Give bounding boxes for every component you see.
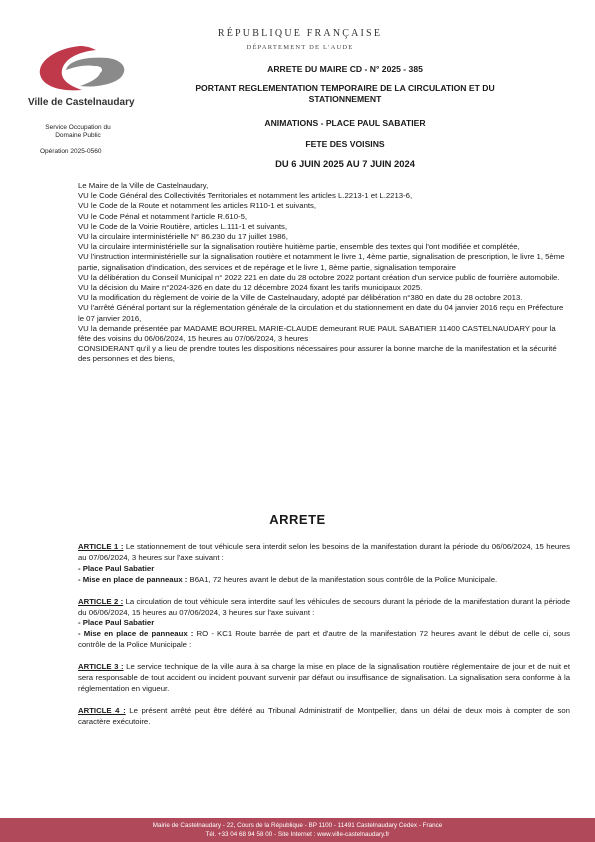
article-3: [78, 662, 570, 695]
article-place: - Place Paul Sabatier: [78, 563, 155, 573]
preamble-line: VU la circulaire interministérielle sur la signalisation routière huitième partie, ensemble des textes qui l'ont modifiée et complétée,: [78, 242, 520, 252]
decree-location: ANIMATIONS - PLACE PAUL SABATIER: [264, 118, 426, 128]
city-logo: [30, 40, 130, 96]
article-text: Le service technique de la ville aura à sa charge la mise en place de la signalisation routière réglementaire de jour et de nuit et sera responsable de tout accident ou incident pouvant survenir par défaut ou insuffisance de signalisation. La signalisation sera conforme à la réglementation en vigueur.: [78, 662, 570, 693]
preamble-considerant: CONSIDERANT qu'il y a lieu de prendre toutes les dispositions nécessaires pour assurer la bonne marche de la manifestation et la sécurité des personnes et des biens,: [78, 344, 557, 364]
decree-event: FETE DES VOISINS: [305, 139, 385, 149]
operation-number: Opération 2025-0560: [40, 148, 102, 155]
article-label: ARTICLE 1 :: [78, 542, 124, 551]
decree-number: ARRETE DU MAIRE CD - N° 2025 - 385: [267, 64, 423, 74]
preamble: [78, 181, 570, 365]
arrete-heading: ARRETE: [269, 512, 326, 527]
article-place: - Place Paul Sabatier: [78, 618, 155, 628]
preamble-line: VU la circulaire interministérielle N° 86.230 du 17 juillet 1986,: [78, 232, 288, 242]
preamble-line: VU la décision du Maire n°2024-326 en date du 12 décembre 2024 fixant les tarifs municipaux 2025.: [78, 283, 423, 293]
preamble-line: VU la modification du règlement de voirie de la Ville de Castelnaudary, adopté par délibération n°380 en date du 28 octobre 2013.: [78, 293, 523, 303]
preamble-line: VU la demande présentée par MADAME BOURREL MARIE-CLAUDE demeurant RUE PAUL SABATIER 11400 CASTELNAUDARY pour la fête des voisins du 06/06/2024, 15 heures au 07/06/2024, 3 heures: [78, 323, 556, 344]
preamble-line: VU la délibération du Conseil Municipal n° 2022 221 en date du 28 octobre 2022 portant création d'un service public de fourrière automobile.: [78, 272, 560, 282]
republic-heading: RÉPUBLIQUE FRANÇAISE: [217, 28, 383, 39]
preamble-line: VU le Code de la Route et notamment les articles R110-1 et suivants,: [78, 201, 317, 211]
preamble-line: VU l'instruction interministérielle sur la signalisation routière et notamment le livre 1, 4ème partie, signalisation de prescription, le livre 1, 5ème partie, signalisation d'indication, des services et de repérage et le livre 1, 8ème partie, signalisation temporaire: [78, 252, 565, 272]
service-label: Service Occupation du Domaine Public: [45, 124, 111, 139]
article-label: ARTICLE 4 :: [78, 705, 126, 715]
preamble-line: VU le Code Général des Collectivités Territoriales et notamment les articles L.2213-1 et L.2213-6,: [78, 191, 413, 201]
article-panneaux-label: - Mise en place de panneaux :: [78, 574, 188, 584]
article-2: [78, 597, 570, 652]
decree-dates: DU 6 JUIN 2025 AU 7 JUIN 2024: [275, 158, 415, 169]
article-text: Le stationnement de tout véhicule sera interdit selon les besoins de la manifestation durant la période du 06/06/2024, 15 heures au 07/06/2024, 3 heures sur l'axe suivant :: [78, 542, 570, 562]
preamble-line: VU le Code Pénal et notamment l'article R.610-5,: [78, 211, 248, 221]
articles: [78, 542, 570, 739]
city-name: Ville de Castelnaudary: [28, 97, 135, 108]
article-label: ARTICLE 2 :: [78, 596, 124, 606]
article-label: ARTICLE 3 :: [78, 662, 124, 672]
article-4: [78, 706, 570, 728]
preamble-line: VU l'arrêté Général portant sur la réglementation générale de la circulation et du stationnement en date du 04 janvier 2016 reçu en Préfecture le 07 janvier 2016,: [78, 303, 564, 323]
article-panneaux-text: B6A1, 72 heures avant le debut de la manifestation sous contrôle de la Police Municipale.: [187, 574, 498, 584]
preamble-line: VU le Code de la Voirie Routière, articles L.111-1 et suivants,: [78, 221, 288, 231]
decree-subject: PORTANT REGLEMENTATION TEMPORAIRE DE LA CIRCULATION ET DU STATIONNEMENT: [195, 83, 495, 104]
footer-address: Mairie de Castelnaudary - 22, Cours de la République - BP 1100 - 11491 Castelnaudary Cedex - France: [152, 822, 443, 829]
preamble-line: Le Maire de la Ville de Castelnaudary,: [78, 181, 209, 190]
page-footer: [0, 818, 595, 842]
footer-contact: Tél. +33 04 68 94 58 00 - Site Internet : www.ville-castelnaudary.fr: [205, 831, 390, 838]
article-text: La circulation de tout véhicule sera interdite sauf les véhicules de secours durant la période de la manifestation durant la période du 06/06/2024, 15 heures au 07/06/2024, 3 heures sur l'axe suivant :: [78, 596, 571, 617]
article-1: [78, 542, 570, 586]
article-panneaux-text: RO - KC1 Route barrée de part et d'autre de la manifestation 72 heures avant le début de celle ci, sous contrôle de la Police Municipale :: [78, 629, 570, 650]
department-heading: DÉPARTEMENT DE L'AUDE: [246, 44, 354, 51]
article-text: Le présent arrêté peut être déféré au Tribunal Administratif de Montpellier, dans un délai de deux mois à compter de son caractère exécutoire.: [78, 705, 570, 726]
article-panneaux-label: - Mise en place de panneaux :: [78, 629, 194, 639]
